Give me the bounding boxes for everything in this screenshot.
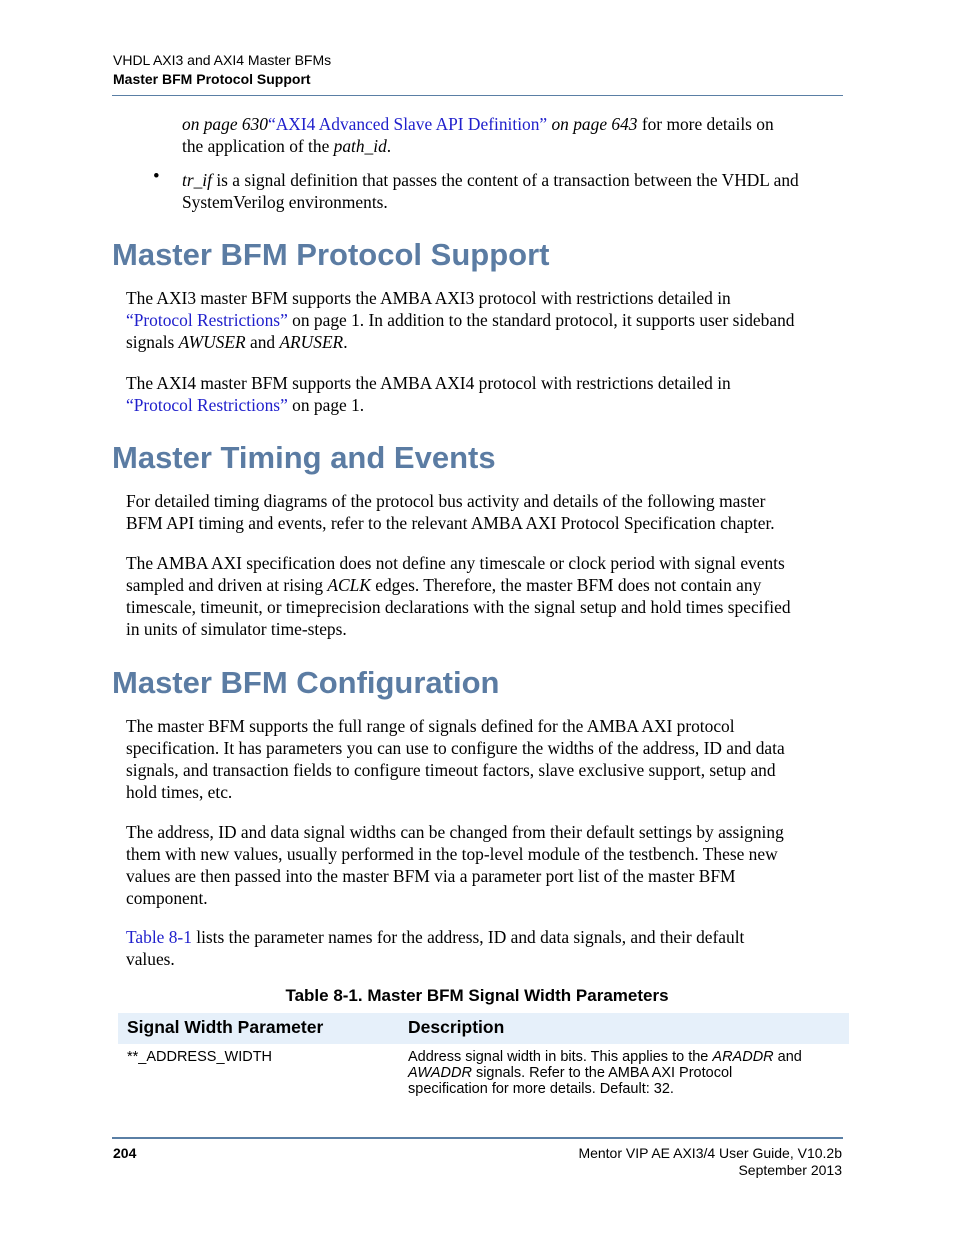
text: hold times, etc. (126, 782, 233, 802)
text: The AXI3 master BFM supports the AMBA AXI3 protocol with restrictions detailed in (126, 288, 731, 308)
text: values. (126, 949, 175, 969)
footer-rule (112, 1137, 843, 1139)
footer-date: September 2013 (738, 1162, 842, 1178)
text: them with new values, usually performed in the top-level module of the testbench. These new (126, 844, 778, 864)
tr-if-term: tr_if (182, 170, 212, 190)
text: signals. Refer to the AMBA AXI Protocol (471, 1065, 733, 1081)
table-header-description: Description (408, 1017, 505, 1037)
heading-protocol-support: Master BFM Protocol Support (112, 237, 550, 272)
page-number: 204 (113, 1145, 137, 1161)
timing-para-2 (126, 552, 846, 640)
intro-continuation (182, 113, 844, 157)
bullet-text-2: SystemVerilog environments. (182, 192, 388, 212)
text: on page 1. In addition to the standard protocol, it supports user sideband (287, 310, 795, 330)
text: values are then passed into the master BFM via a parameter port list of the master BFM (126, 866, 736, 886)
bullet-text-1: is a signal definition that passes the content of a transaction between the VHDL and (211, 170, 799, 190)
link-table-8-1[interactable]: Table 8-1 (126, 927, 192, 947)
text: in units of simulator time-steps. (126, 619, 347, 639)
config-para-1 (126, 715, 846, 803)
intro-page-ref-2: on page 643 (547, 114, 638, 134)
table-header-param: Signal Width Parameter (127, 1017, 324, 1037)
aclk-term: ACLK (327, 575, 371, 595)
text: timescale, timeunit, or timeprecision declarations with the signal setup and hold times specified (126, 597, 791, 617)
path-id-term: path_id (333, 136, 387, 156)
intro-text-2: the application of the (182, 136, 334, 156)
protocol-support-para-2 (126, 372, 846, 416)
running-header-section: Master BFM Protocol Support (113, 71, 311, 87)
text: The master BFM supports the full range of signals defined for the AMBA AXI protocol (126, 716, 735, 736)
text: lists the parameter names for the address, ID and data signals, and their default (191, 927, 745, 947)
text: specification. It has parameters you can use to configure the widths of the address, ID and data (126, 738, 785, 758)
intro-page-ref-1: on page 630 (182, 114, 268, 134)
araddr-term: ARADDR (712, 1049, 774, 1065)
text: and (773, 1049, 802, 1065)
bullet-tr-if (182, 169, 844, 213)
table-cell-param: **_ADDRESS_WIDTH (127, 1049, 273, 1065)
link-axi4-advanced-slave-api[interactable]: “AXI4 Advanced Slave API Definition” (267, 114, 548, 134)
intro-text-3: . (386, 136, 392, 156)
text: For detailed timing diagrams of the protocol bus activity and details of the following master (126, 491, 766, 511)
text: signals (126, 332, 179, 352)
text: sampled and driven at rising (126, 575, 328, 595)
text: The AMBA AXI specification does not define any timescale or clock period with signal events (126, 553, 785, 573)
link-protocol-restrictions-1[interactable]: “Protocol Restrictions” (126, 310, 288, 330)
config-para-3 (126, 926, 846, 970)
text: The address, ID and data signal widths can be changed from their default settings by assigning (126, 822, 784, 842)
text: and (245, 332, 280, 352)
heading-configuration: Master BFM Configuration (112, 665, 500, 700)
footer-guide-title: Mentor VIP AE AXI3/4 User Guide, V10.2b (578, 1145, 842, 1161)
text: edges. Therefore, the master BFM does not contain any (370, 575, 762, 595)
header-rule (112, 95, 843, 96)
text: specification for more details. Default: 32. (408, 1081, 674, 1097)
awuser-term: AWUSER (178, 332, 246, 352)
table-caption: Table 8-1. Master BFM Signal Width Parameters (285, 986, 669, 1005)
text: signals, and transaction fields to configure timeout factors, slave exclusive support, setup and (126, 760, 776, 780)
awaddr-term: AWADDR (408, 1065, 472, 1081)
text: The AXI4 master BFM supports the AMBA AXI4 protocol with restrictions detailed in (126, 373, 731, 393)
text: BFM API timing and events, refer to the relevant AMBA AXI Protocol Specification chapter. (126, 513, 775, 533)
intro-text: for more details on (637, 114, 774, 134)
config-para-2 (126, 821, 846, 909)
text: Address signal width in bits. This applies to the (408, 1049, 713, 1065)
bullet-icon: • (153, 166, 160, 187)
text: component. (126, 888, 208, 908)
aruser-term: ARUSER (279, 332, 344, 352)
text: on page 1. (287, 395, 365, 415)
timing-para-1 (126, 490, 846, 534)
table-cell-description (408, 1049, 848, 1097)
running-header-chapter: VHDL AXI3 and AXI4 Master BFMs (113, 52, 332, 68)
text: . (343, 332, 348, 352)
heading-timing-events: Master Timing and Events (112, 440, 496, 475)
protocol-support-para-1 (126, 287, 846, 353)
link-protocol-restrictions-2[interactable]: “Protocol Restrictions” (126, 395, 288, 415)
